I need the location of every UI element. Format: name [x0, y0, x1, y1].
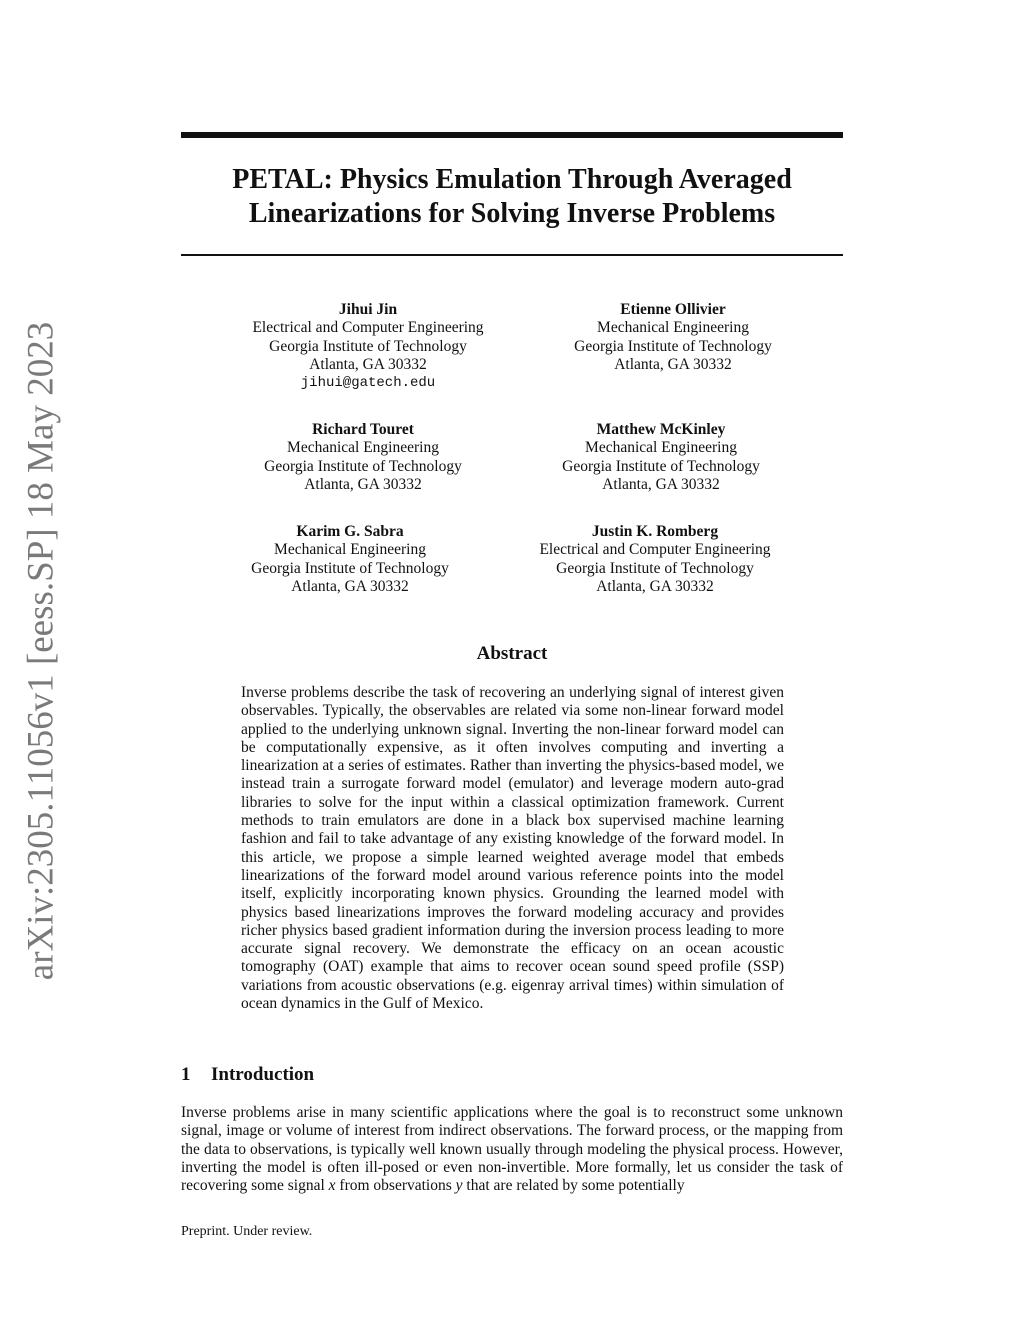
- author-address: Atlanta, GA 30332: [614, 355, 732, 373]
- author-department: Electrical and Computer Engineering: [252, 319, 484, 337]
- author-address: Atlanta, GA 30332: [304, 475, 422, 493]
- author-name: Matthew McKinley: [596, 421, 726, 438]
- author-address: Atlanta, GA 30332: [291, 577, 409, 595]
- section-heading-introduction: [181, 1064, 314, 1086]
- author-department: Mechanical Engineering: [274, 541, 426, 559]
- author-department: Electrical and Computer Engineering: [539, 541, 771, 559]
- author-address: Atlanta, GA 30332: [309, 355, 427, 373]
- author-department: Mechanical Engineering: [597, 319, 749, 337]
- author-name: Karim G. Sabra: [296, 523, 404, 540]
- paper-title: [181, 163, 843, 231]
- abstract-heading: Abstract: [476, 643, 548, 664]
- section-number: 1: [181, 1064, 191, 1085]
- arxiv-identifier-stamp: arXiv:2305.11056v1 [eess.SP] 18 May 2023: [20, 321, 62, 981]
- author-block-5: [200, 523, 500, 596]
- author-block-4: [511, 421, 811, 494]
- intro-text-part-1: Inverse problems arise in many scientific applications where the goal is to reconstruct some unknown signal, image or volume of interest from indirect observations. The forward process, or the mapping from the data to observations, is typically well known usually through modeling the physical process. However, inverting the model is often ill-posed or even non-invertible. More formally, let us consider the task of recovering some signal: [181, 1104, 843, 1195]
- section-title: Introduction: [211, 1064, 315, 1085]
- author-institution: Georgia Institute of Technology: [264, 457, 462, 475]
- author-name: Etienne Ollivier: [620, 301, 726, 318]
- author-institution: Georgia Institute of Technology: [562, 457, 760, 475]
- title-top-rule: [181, 132, 843, 138]
- author-block-6: [505, 523, 805, 596]
- introduction-paragraph: [181, 1104, 843, 1195]
- title-line-1: PETAL: Physics Emulation Through Averaged: [232, 164, 792, 195]
- footer-preprint-note: Preprint. Under review.: [181, 1224, 313, 1239]
- abstract-text: Inverse problems describe the task of recovering an underlying signal of interest given observables. Typically, the observables are related via some non-linear forward model applied to the underlying unknown signal. Inverting the non-linear forward model can be computationally expensive, as it often involves computing and inverting a linearization at a series of estimates. Rather than inverting the physics-based model, we instead train a surrogate forward model (emulator) and leverage modern auto-grad libraries to solve for the input within a classical optimization framework. Current methods to train emulators are done in a black box supervised machine learning fashion and fail to take advantage of any existing knowledge of the forward model. In this article, we propose a simple learned weighted average model that embeds linearizations of the forward model around various reference points into the model itself, explicitly incorporating known physics. Grounding the learned model with physics based linearizations improves the forward modeling accuracy and provides richer physics based gradient information during the inversion process leading to more accurate signal recovery. We demonstrate the efficacy on an ocean acoustic tomography (OAT) example that aims to recover ocean sound speed profile (SSP) variations from acoustic observations (e.g. eigenray arrival times) within simulation of ocean dynamics in the Gulf of Mexico.: [241, 684, 784, 1013]
- author-institution: Georgia Institute of Technology: [574, 337, 772, 355]
- author-email[interactable]: jihui@gatech.edu: [300, 375, 436, 392]
- author-institution: Georgia Institute of Technology: [556, 559, 754, 577]
- math-symbol-x: x: [328, 1177, 336, 1195]
- author-institution: Georgia Institute of Technology: [251, 559, 449, 577]
- intro-text-part-3: that are related by some potentially: [466, 1177, 685, 1195]
- author-department: Mechanical Engineering: [287, 439, 439, 457]
- author-name: Justin K. Romberg: [591, 523, 719, 540]
- author-block-3: [213, 421, 513, 494]
- title-line-2: Linearizations for Solving Inverse Problems: [248, 198, 776, 229]
- author-address: Atlanta, GA 30332: [596, 577, 714, 595]
- author-block-1: [218, 301, 518, 392]
- author-institution: Georgia Institute of Technology: [269, 337, 467, 355]
- author-address: Atlanta, GA 30332: [602, 475, 720, 493]
- intro-text-part-2: from observations: [339, 1177, 452, 1195]
- title-bottom-rule: [181, 254, 843, 256]
- author-block-2: [523, 301, 823, 374]
- math-symbol-y: y: [455, 1177, 463, 1195]
- author-department: Mechanical Engineering: [585, 439, 737, 457]
- author-name: Richard Touret: [312, 421, 414, 438]
- author-name: Jihui Jin: [338, 301, 398, 318]
